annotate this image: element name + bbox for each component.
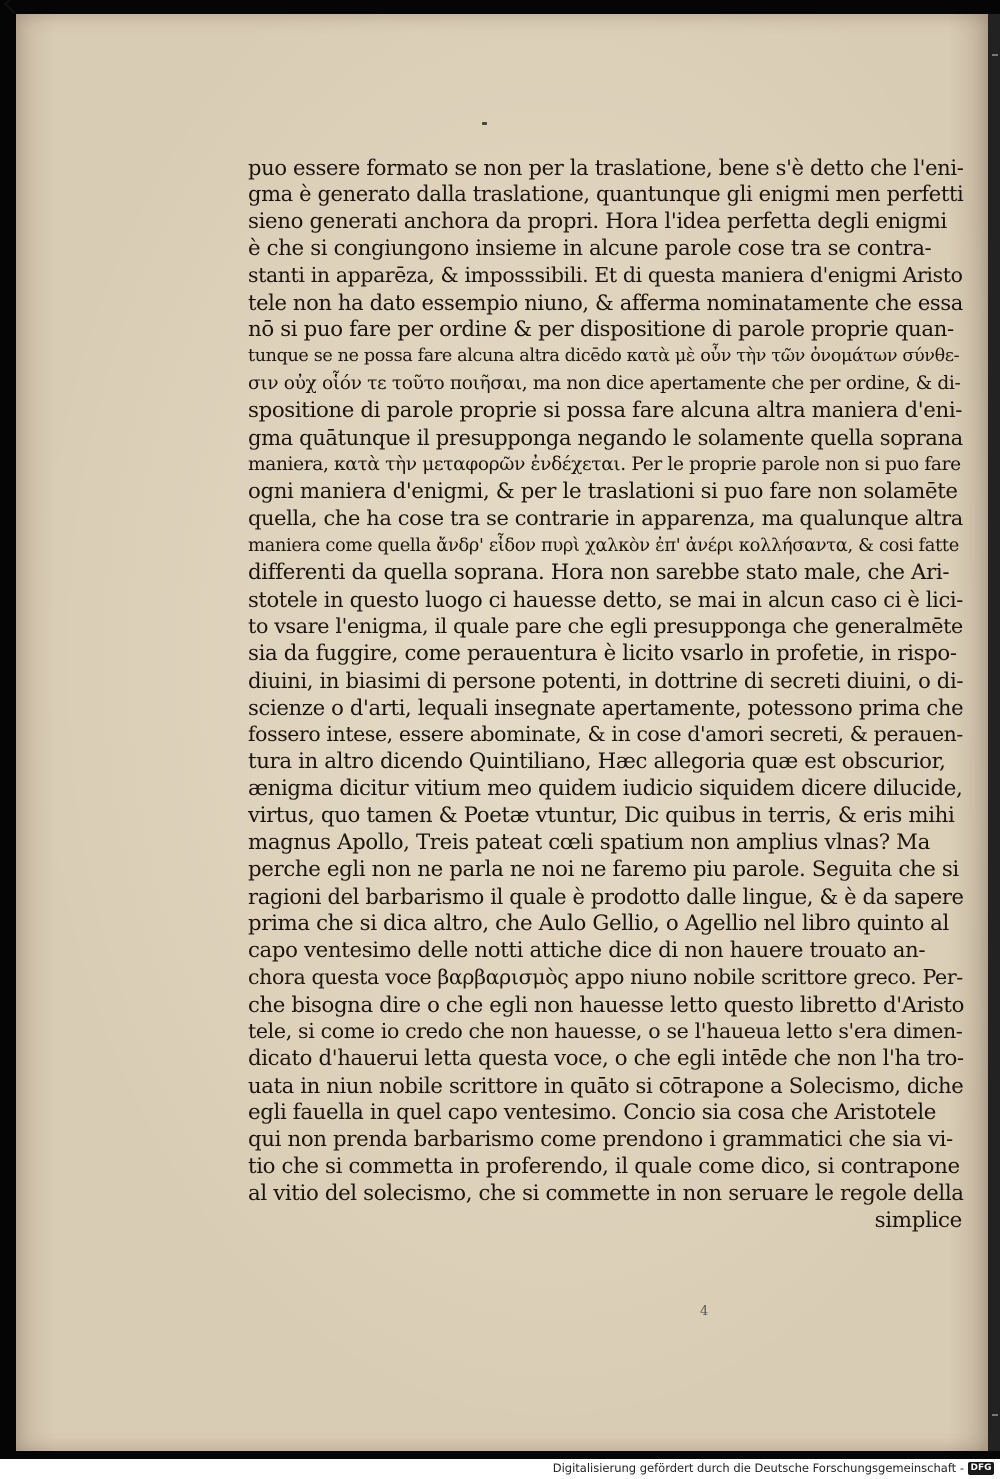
catchword: simplice xyxy=(874,1208,962,1233)
text-line: uata in niun nobile scrittore in quāto si cōtrapone a Solecismo, diche xyxy=(248,1073,964,1098)
text-line: capo ventesimo delle notti attiche dice di non hauere trouato an- xyxy=(248,938,926,963)
text-line: tele, si come io credo che non hauesse, o se l'haueua letto s'era dimen- xyxy=(248,1019,963,1043)
page-signature-mark: 4 xyxy=(700,1304,709,1319)
text-line: tura in altro dicendo Quintiliano, Hæc allegoria quæ est obscurior, xyxy=(248,749,946,774)
text-line: chora questa voce βαρβαρισμὸς appo niuno nobile scrittore greco. Per- xyxy=(248,965,963,989)
text-line: che bisogna dire o che egli non hauesse letto questo libretto d'Aristo xyxy=(248,992,964,1017)
text-line: to vsare l'enigma, il quale pare che egli presupponga che generalmēte xyxy=(248,614,963,638)
text-line: sia da fuggire, come perauentura è licito vsarlo in profetie, in rispo- xyxy=(248,641,957,666)
digitization-footer xyxy=(0,1459,1000,1479)
text-line: ænigma dicitur vitium meo quidem iudicio siquidem dicere dilucide, xyxy=(248,776,963,801)
text-line: qui non prenda barbarismo come prendono i grammatici che sia vi- xyxy=(248,1127,953,1152)
text-line: maniera come quella ἄνδρ' εἶδον πυρὶ χαλκὸν ἐπ' ἀνέρι κολλήσαντα, & cosi fatte xyxy=(248,535,959,556)
text-line: fossero intese, essere abominate, & in cose d'amori secreti, & perauen- xyxy=(248,722,963,746)
text-line: sieno generati anchora da propri. Hora l'idea perfetta degli enigmi xyxy=(248,209,947,234)
book-page xyxy=(16,14,988,1451)
text-line: egli fauella in quel capo ventesimo. Concio sia cosa che Aristotele xyxy=(248,1100,937,1125)
text-line: tele non ha dato essempio niuno, & afferma nominatamente che essa xyxy=(248,290,963,315)
text-line: tunque se ne possa fare alcuna altra dicēdo κατὰ μὲ οὖν τὴν τῶν ὀνομάτων σύνθε- xyxy=(248,346,960,366)
text-line: magnus Apollo, Treis pateat cœli spatium non amplius vlnas? Ma xyxy=(248,830,930,855)
edge-tick xyxy=(992,54,998,56)
text-line: maniera, κατὰ τὴν μεταφορῶν ἐνδέχεται. Per le proprie parole non si puo fare xyxy=(248,454,961,475)
dfg-logo: DFG xyxy=(968,1462,994,1475)
text-line: dicato d'hauerui letta questa voce, o che egli intēde che non l'ha tro- xyxy=(248,1046,964,1071)
ink-speck xyxy=(482,122,487,125)
text-line: prima che si dica altro, che Aulo Gellio, o Agellio nel libro quinto al xyxy=(248,911,949,936)
text-line: σιν οὐχ οἷόν τε τοῦτο ποιῆσαι, ma non dice apertamente che per ordine, & di- xyxy=(248,373,961,394)
text-line: diuini, in biasimi di persone potenti, in dottrine di secreti diuini, o di- xyxy=(248,668,964,693)
text-line: spositione di parole proprie si possa fare alcuna altra maniera d'eni- xyxy=(248,398,963,423)
text-line: tio che si commetta in proferendo, il quale come dico, si contrapone xyxy=(248,1154,960,1179)
text-line: ogni maniera d'enigmi, & per le traslationi si puo fare non solamēte xyxy=(248,479,958,504)
text-line: stanti in apparēza, & imposssibili. Et di questa maniera d'enigmi Aristo xyxy=(248,263,963,287)
text-line: scienze o d'arti, lequali insegnate apertamente, potessono prima che xyxy=(248,695,964,720)
footer-credit-text: Digitalisierung gefördert durch die Deutsche Forschungsgemeinschaft - xyxy=(552,1461,964,1475)
page-text-block xyxy=(248,154,968,1234)
text-line: perche egli non ne parla ne noi ne faremo piu parole. Seguita che si xyxy=(248,857,959,882)
text-line: gma quātunque il presupponga negando le solamente quella soprana xyxy=(248,425,963,450)
scan-corner-mark xyxy=(4,0,24,14)
scan-edge-strip xyxy=(988,14,1000,1451)
text-line: è che si congiungono insieme in alcune parole cose tra se contra- xyxy=(248,236,932,261)
edge-tick xyxy=(992,1414,998,1416)
text-line: differenti da quella soprana. Hora non sarebbe stato male, che Ari- xyxy=(248,560,950,585)
text-line: gma è generato dalla traslatione, quantunque gli enigmi men perfetti xyxy=(248,182,964,206)
text-line: ragioni del barbarismo il quale è prodotto dalle lingue, & è da sapere xyxy=(248,884,964,909)
text-line: virtus, quo tamen & Poetæ vtuntur, Dic quibus in terris, & eris mihi xyxy=(248,803,955,828)
text-line: puo essere formato se non per la traslatione, bene s'è detto che l'eni- xyxy=(248,155,964,180)
text-line: stotele in questo luogo ci hauesse detto, se mai in alcun caso ci è lici- xyxy=(248,587,964,612)
text-line: al vitio del solecismo, che si commette in non seruare le regole della xyxy=(248,1181,964,1206)
text-line: nō si puo fare per ordine & per dispositione di parole proprie quan- xyxy=(248,317,954,342)
text-line: quella, che ha cose tra se contrarie in apparenza, ma qualunque altra xyxy=(248,506,963,530)
